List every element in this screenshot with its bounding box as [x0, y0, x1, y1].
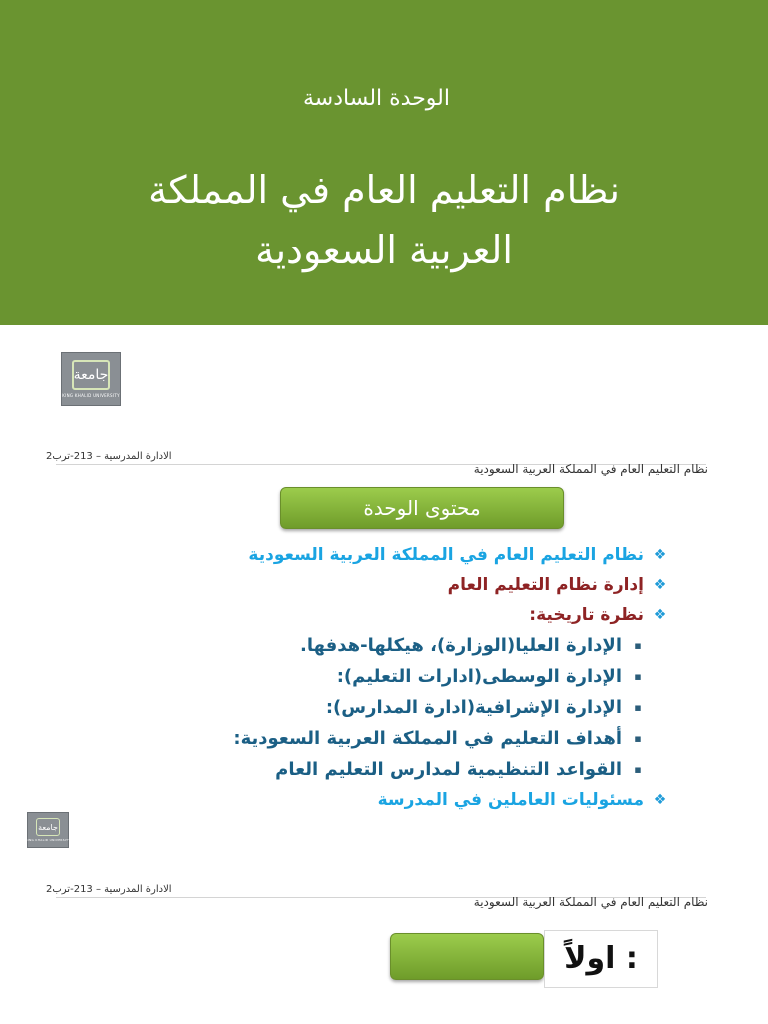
- footer-course: الادارة المدرسية – 213-ترب2: [46, 884, 172, 895]
- unit-label: الوحدة السادسة: [302, 86, 450, 111]
- list-item-text: أهداف التعليم في المملكة العربية السعودية:: [233, 728, 622, 749]
- unit-content-list: [68, 540, 668, 815]
- list-item: [68, 570, 668, 600]
- footer-topic: نظام التعليم العام في المملكة العربية السعودية: [473, 895, 708, 909]
- list-item: [68, 723, 668, 754]
- square-bullet-icon: ▪: [634, 763, 642, 776]
- list-item: [68, 754, 668, 785]
- list-item-text: الإدارة العليا(الوزارة)، هيكلها-هدفها.: [300, 635, 622, 656]
- list-item-text: القواعد التنظيمية لمدارس التعليم العام: [275, 759, 622, 780]
- university-logo: [61, 352, 121, 406]
- main-title-line-2: العربية السعودية: [255, 228, 513, 272]
- footer-course: الادارة المدرسية – 213-ترب2: [46, 451, 172, 462]
- logo-caption: KING KHALID UNIVERSITY: [25, 838, 71, 842]
- unit-content-heading[interactable]: محتوى الوحدة: [280, 487, 564, 529]
- list-item-text: الإدارة الوسطى(ادارات التعليم):: [336, 666, 622, 687]
- main-title-line-1: نظام التعليم العام في المملكة: [148, 168, 620, 212]
- emblem-text: جامعة: [38, 822, 58, 832]
- diamond-bullet-icon: ❖: [653, 547, 667, 563]
- list-item-text: إدارة نظام التعليم العام: [447, 575, 644, 595]
- emblem-text: جامعة: [73, 367, 109, 383]
- diamond-bullet-icon: ❖: [653, 607, 667, 623]
- university-emblem-icon: [36, 818, 60, 836]
- diamond-bullet-icon: ❖: [653, 577, 667, 593]
- list-item: [68, 661, 668, 692]
- square-bullet-icon: ▪: [634, 639, 642, 652]
- diamond-bullet-icon: ❖: [653, 792, 667, 808]
- list-item: [68, 692, 668, 723]
- list-item: [68, 630, 668, 661]
- square-bullet-icon: ▪: [634, 701, 642, 714]
- square-bullet-icon: ▪: [634, 670, 642, 683]
- university-emblem-icon: [72, 360, 110, 390]
- list-item: [68, 785, 668, 815]
- list-item-text: مسئوليات العاملين في المدرسة: [377, 790, 644, 810]
- main-title: [84, 160, 684, 280]
- list-item-text: الإدارة الإشرافية(ادارة المدارس):: [325, 697, 622, 718]
- university-logo: [27, 812, 69, 848]
- list-item: [68, 600, 668, 630]
- list-item-text: نظام التعليم العام في المملكة العربية السعودية: [248, 545, 644, 565]
- footer-topic: نظام التعليم العام في المملكة العربية السعودية: [473, 462, 708, 476]
- logo-caption: KING KHALID UNIVERSITY: [62, 393, 120, 398]
- list-item: [68, 540, 668, 570]
- section-heading-button[interactable]: [390, 933, 544, 980]
- title-banner: [0, 0, 768, 325]
- first-section-label: : اولاً: [544, 930, 658, 988]
- list-item-text: نظرة تاريخية:: [529, 605, 644, 625]
- square-bullet-icon: ▪: [634, 732, 642, 745]
